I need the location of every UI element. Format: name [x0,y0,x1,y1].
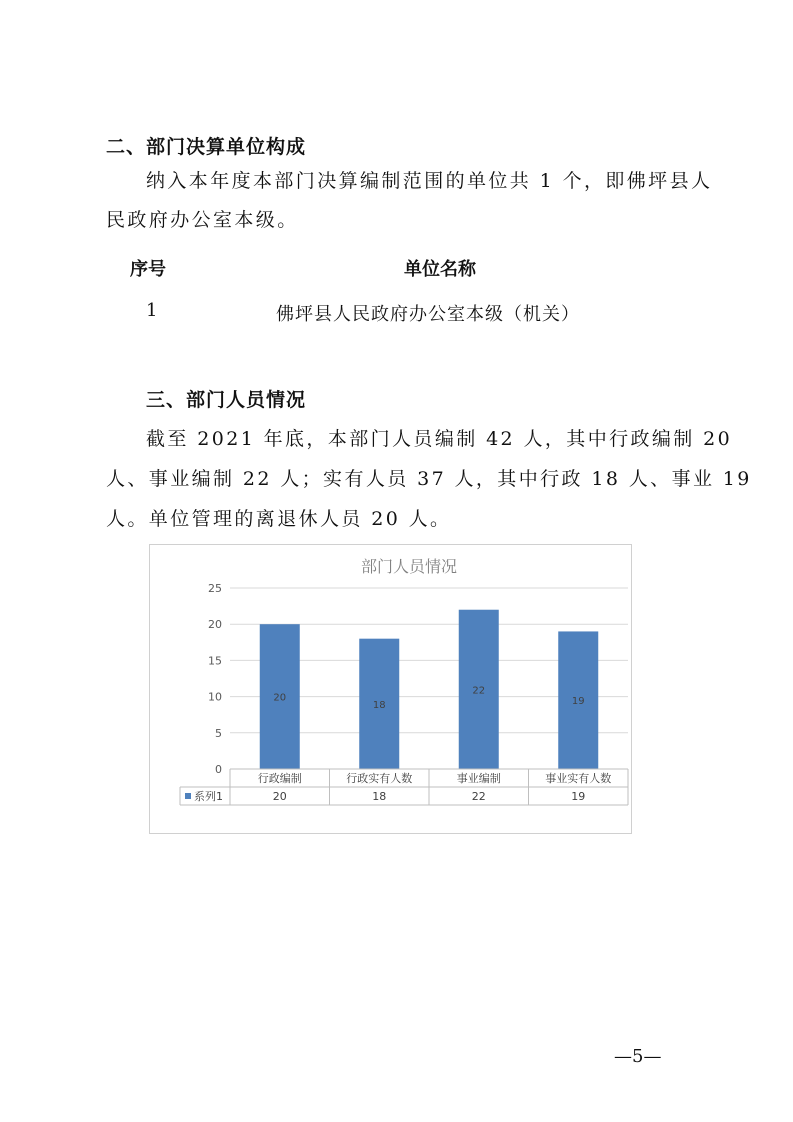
table-value-3: 19 [571,790,586,803]
table-value-0: 20 [272,790,287,803]
y-tick-label-2: 10 [208,690,222,704]
y-tick-label-5: 25 [208,582,222,595]
page-number: —5— [614,1046,662,1067]
y-tick-label-3: 15 [208,654,222,668]
x-category-label-0: 行政编制 [257,772,302,785]
section3-paragraph-line3: 人。单位管理的离退休人员 20 人。 [106,508,452,530]
chart-canvas [150,545,631,833]
section2-paragraph-line2: 民政府办公室本级。 [106,209,299,231]
staff-bar-chart [149,544,632,834]
data-label-0: 20 [273,692,287,704]
x-category-label-2: 事业编制 [456,772,501,785]
legend-series-name: 系列1 [194,790,223,803]
section3-paragraph-line1: 截至 2021 年底，本部门人员编制 42 人，其中行政编制 20 [146,428,733,450]
section2-paragraph-line1: 纳入本年度本部门决算编制范围的单位共 1 个，即佛坪县人 [146,170,713,192]
x-category-label-1: 行政实有人数 [346,772,413,785]
y-tick-label-1: 5 [215,726,222,740]
y-tick-label-0: 0 [215,763,222,776]
data-label-3: 19 [571,696,585,708]
data-label-2: 22 [472,685,486,697]
table-cell-name: 佛坪县人民政府办公室本级（机关） [276,304,580,325]
legend-key-swatch [185,793,191,799]
table-cell-index: 1 [146,300,159,321]
table-header-index: 序号 [130,259,166,280]
section3-paragraph-line2: 人、事业编制 22 人；实有人员 37 人，其中行政 18 人、事业 19 [106,468,752,490]
section3-heading: 三、部门人员情况 [146,389,307,411]
chart-title: 部门人员情况 [360,557,458,576]
y-tick-label-4: 20 [208,618,222,632]
section2-heading: 二、部门决算单位构成 [106,136,307,158]
table-header-name: 单位名称 [404,259,476,280]
data-label-1: 18 [372,699,386,711]
table-value-2: 22 [471,790,486,803]
x-category-label-3: 事业实有人数 [545,772,612,785]
table-value-1: 18 [372,790,387,803]
